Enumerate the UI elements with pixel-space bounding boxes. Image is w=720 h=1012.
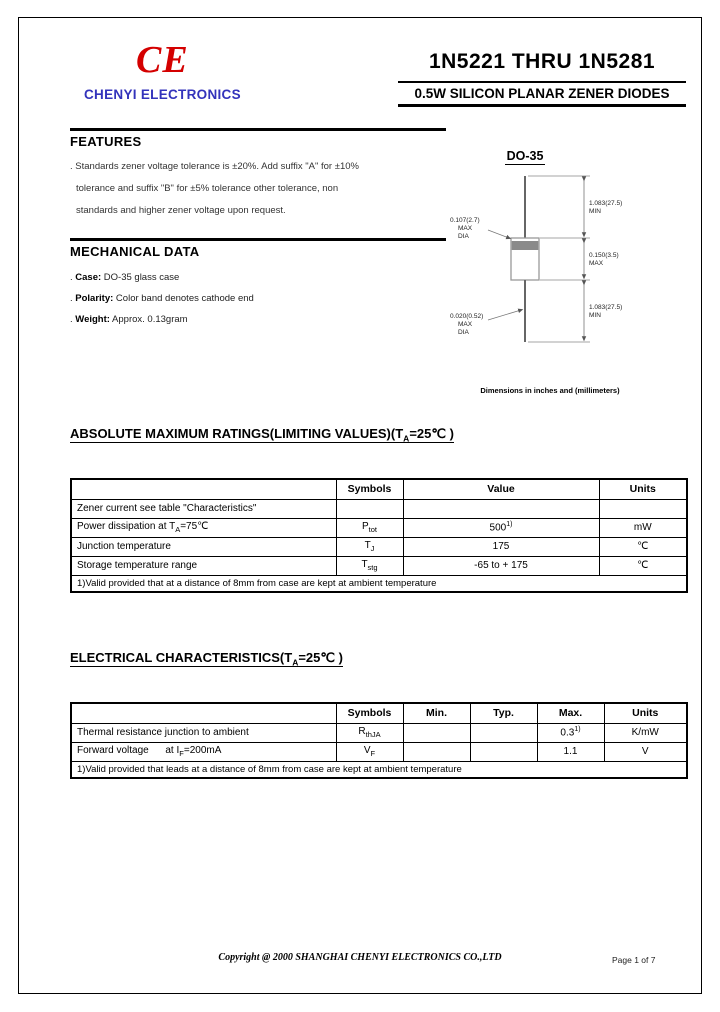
features-line: tolerance and suffix "B" for ±5% tolerance other tolerance, non xyxy=(76,183,339,194)
col-units: Units xyxy=(599,479,687,499)
features-heading: FEATURES xyxy=(70,134,142,149)
item-label: Case: xyxy=(75,272,102,283)
table-footnote-row xyxy=(71,575,687,592)
min-cell xyxy=(403,723,470,742)
table-header-row xyxy=(71,479,687,499)
dim-body-length: 0.150(3.5) xyxy=(589,252,619,259)
table-row xyxy=(71,742,687,761)
table-row xyxy=(71,723,687,742)
page-number: Page 1 of 7 xyxy=(612,955,656,965)
dim-lead-top-unit: MIN xyxy=(589,208,601,215)
symbol-cell: $P_{tot}$ xyxy=(336,518,403,537)
symbol-cell: $V_F$ xyxy=(336,742,403,761)
table-header-row xyxy=(71,703,687,723)
col-parameter xyxy=(71,703,336,723)
item-label: Polarity: xyxy=(75,293,114,304)
table-row xyxy=(71,556,687,575)
dim-lead-bottom: 1.083(27.5) xyxy=(589,304,623,311)
col-max: Max. xyxy=(537,703,604,723)
item-text: Color band denotes cathode end xyxy=(113,293,254,304)
param-cell: Power dissipation at $T_A=75℃$ xyxy=(71,518,336,537)
mechanical-heading: MECHANICAL DATA xyxy=(70,244,200,259)
company-name: CHENYI ELECTRONICS xyxy=(84,87,241,102)
dim-lead-dia-unit: DIA xyxy=(458,329,469,336)
param-cell: Thermal resistance junction to ambient xyxy=(71,723,336,742)
value-cell: 500$^{1)}$ xyxy=(403,518,599,537)
col-min: Min. xyxy=(403,703,470,723)
dimension-caption: Dimensions in inches and (millimeters) xyxy=(480,386,620,395)
features-line: standards and higher zener voltage upon request. xyxy=(76,205,286,216)
footnote: 1)Valid provided that leads at a distance of 8mm from case are kept at ambient temperature xyxy=(71,761,687,778)
dim-body-dia-max: MAX xyxy=(458,225,473,232)
units-cell: V xyxy=(604,742,687,761)
dim-lead-bottom-unit: MIN xyxy=(589,312,601,319)
value-cell xyxy=(403,499,599,518)
max-cell: 0.3$^{1)}$ xyxy=(537,723,604,742)
typ-cell xyxy=(470,742,537,761)
copyright-line: Copyright @ 2000 SHANGHAI CHENYI ELECTRONICS CO.,LTD xyxy=(218,952,502,963)
col-typ: Typ. xyxy=(470,703,537,723)
item-label: Weight: xyxy=(75,314,110,325)
features-text xyxy=(70,156,446,222)
table-footnote-row xyxy=(71,761,687,778)
dim-body-dia-unit: DIA xyxy=(458,233,469,240)
symbol-cell: $T_J$ xyxy=(336,537,403,556)
col-symbols: Symbols xyxy=(336,479,403,499)
section-rule xyxy=(70,238,446,241)
mechanical-item-weight: . Weight: Approx. 0.13gram xyxy=(70,314,188,325)
units-cell xyxy=(599,499,687,518)
document-subtitle: 0.5W SILICON PLANAR ZENER DIODES xyxy=(398,81,686,107)
table-row xyxy=(71,518,687,537)
dim-lead-dia-max: MAX xyxy=(458,321,473,328)
table-row xyxy=(71,537,687,556)
features-section xyxy=(70,128,446,222)
dim-lead-top: 1.083(27.5) xyxy=(589,200,623,207)
param-cell: Storage temperature range xyxy=(71,556,336,575)
electrical-table xyxy=(70,702,688,779)
symbol-cell: $R_{thJA}$ xyxy=(336,723,403,742)
do35-drawing xyxy=(440,170,660,380)
electrical-heading: ELECTRICAL $CHARACTERISTICS(T_A=25℃$ ) xyxy=(70,650,343,668)
abs-max-heading: ABSOLUTE MAXIMUM RATINGS(LIMITING $VALUES)(T_A=25℃$ ) xyxy=(70,426,454,444)
dim-body-length-unit: MAX xyxy=(589,260,604,267)
mechanical-item-case: . Case: DO-35 glass case xyxy=(70,272,180,283)
title-block xyxy=(398,50,686,107)
param-cell: Junction temperature xyxy=(71,537,336,556)
item-text: DO-35 glass case xyxy=(101,272,180,283)
min-cell xyxy=(403,742,470,761)
col-symbols: Symbols xyxy=(336,703,403,723)
item-text: Approx. 0.13gram xyxy=(109,314,188,325)
max-cell: 1.1 xyxy=(537,742,604,761)
units-cell: ℃ xyxy=(599,556,687,575)
dim-lead-dia: 0.020(0.52) xyxy=(450,313,484,320)
typ-cell xyxy=(470,723,537,742)
mechanical-items xyxy=(70,267,446,330)
value-cell: -65 to + 175 xyxy=(403,556,599,575)
company-logo: CE xyxy=(136,39,189,81)
param-cell: Forward voltage at $I_F=200mA$ xyxy=(71,742,336,761)
col-value: Value xyxy=(403,479,599,499)
col-parameter xyxy=(71,479,336,499)
param-cell: Zener current see table "Characteristics" xyxy=(71,499,336,518)
units-cell: ℃ xyxy=(599,537,687,556)
features-line: . Standards zener voltage tolerance is ±20%. Add suffix "A" for ±10% xyxy=(70,161,359,172)
symbol-cell: $T_{stg}$ xyxy=(336,556,403,575)
abs-max-table xyxy=(70,478,688,593)
package-name: DO-35 xyxy=(506,149,544,163)
mechanical-section xyxy=(70,238,446,330)
cathode-band xyxy=(512,241,539,250)
col-units: Units xyxy=(604,703,687,723)
section-rule xyxy=(70,128,446,131)
units-cell: mW xyxy=(599,518,687,537)
part-number-range: 1N5221 THRU 1N5281 xyxy=(428,50,656,73)
units-cell: K/mW xyxy=(604,723,687,742)
value-cell: 175 xyxy=(403,537,599,556)
dim-body-dia: 0.107(2.7) xyxy=(450,217,480,224)
symbol-cell xyxy=(336,499,403,518)
table-row xyxy=(71,499,687,518)
mechanical-item-polarity: . Polarity: Color band denotes cathode end xyxy=(70,293,254,304)
footnote: 1)Valid provided that at a distance of 8mm from case are kept at ambient temperature xyxy=(71,575,687,592)
package-outline-diagram xyxy=(440,170,660,395)
